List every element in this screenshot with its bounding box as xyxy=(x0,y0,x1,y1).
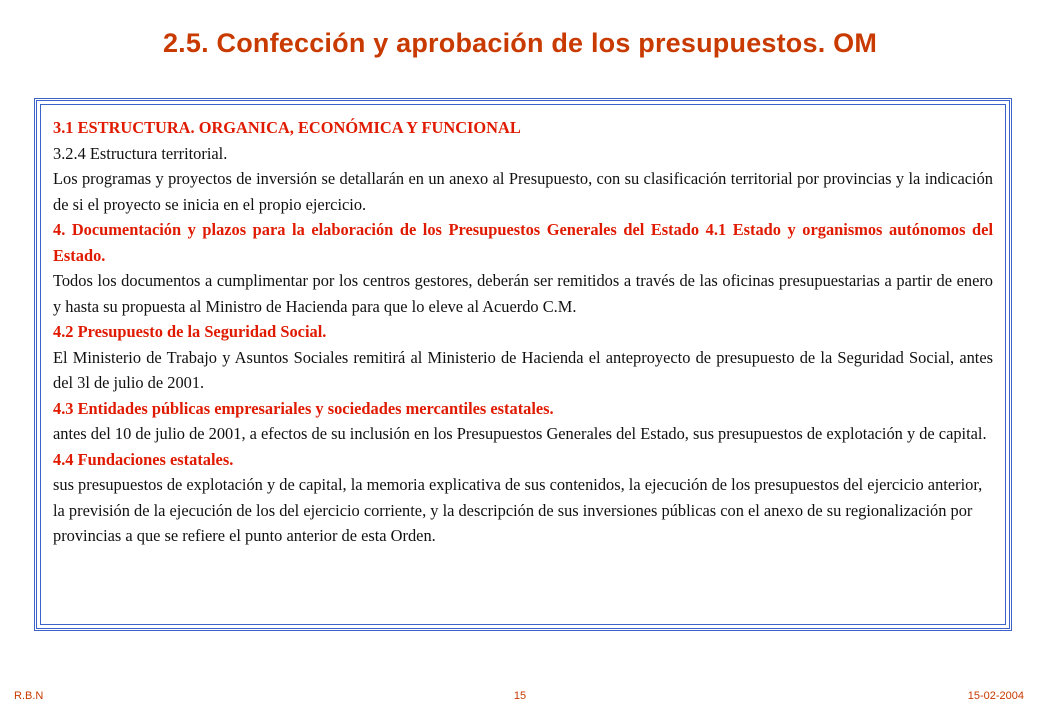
content-box xyxy=(40,104,1006,625)
heading-3-1: 3.1 ESTRUCTURA. ORGANICA, ECONÓMICA Y FUNCIONAL xyxy=(53,118,521,137)
paragraph-4-4: sus presupuestos de explotación y de capital, la memoria explicativa de sus contenidos, la ejecución de los presupuestos del ejercicio anterior, la previsión de la ejecución de los del ejercicio corriente, y la descripción de sus inversiones públicas con el anexo de su regionalización por provincias a que se refiere el punto anterior de esta Orden. xyxy=(53,475,983,545)
paragraph-4-2: El Ministerio de Trabajo y Asuntos Sociales remitirá al Ministerio de Hacienda el anteproyecto de presupuesto de la Seguridad Social, antes del 3l de julio de 2001. xyxy=(53,347,993,392)
subheading-3-2-4: 3.2.4 Estructura territorial. xyxy=(53,143,228,163)
paragraph-territorial: Los programas y proyectos de inversión se detallarán en un anexo al Presupuesto, con su clasificación territorial por provincias y la indicación de si el proyecto se inicia en el propio ejercicio. xyxy=(53,169,993,214)
heading-4-3: 4.3 Entidades públicas empresariales y sociedades mercantiles estatales. xyxy=(53,398,554,418)
footer-page-number: 15 xyxy=(513,690,527,702)
heading-4-4: 4.4 Fundaciones estatales. xyxy=(53,449,234,469)
footer-date: 15-02-2004 xyxy=(967,690,1024,702)
content-frame xyxy=(34,98,1012,631)
footer-author: R.B.N xyxy=(14,690,44,702)
heading-4: 4. Documentación y plazos para la elaboración de los Presupuestos Generales del Estado 4.1 Estado y organismos autónomos del Estado. xyxy=(53,220,993,265)
slide-title: 2.5. Confección y aprobación de los presupuestos. OM xyxy=(162,28,878,58)
heading-4-2: 4.2 Presupuesto de la Seguridad Social. xyxy=(53,322,327,341)
paragraph-4-1: Todos los documentos a cumplimentar por los centros gestores, deberán ser remitidos a través de las oficinas presupuestarias a partir de enero y hasta su propuesta al Ministro de Hacienda para que lo eleve al Acuerdo C.M. xyxy=(53,271,993,316)
paragraph-4-3: antes del 10 de julio de 2001, a efectos de su inclusión en los Presupuestos Generales del Estado, sus presupuestos de explotación y de capital. xyxy=(53,424,987,443)
